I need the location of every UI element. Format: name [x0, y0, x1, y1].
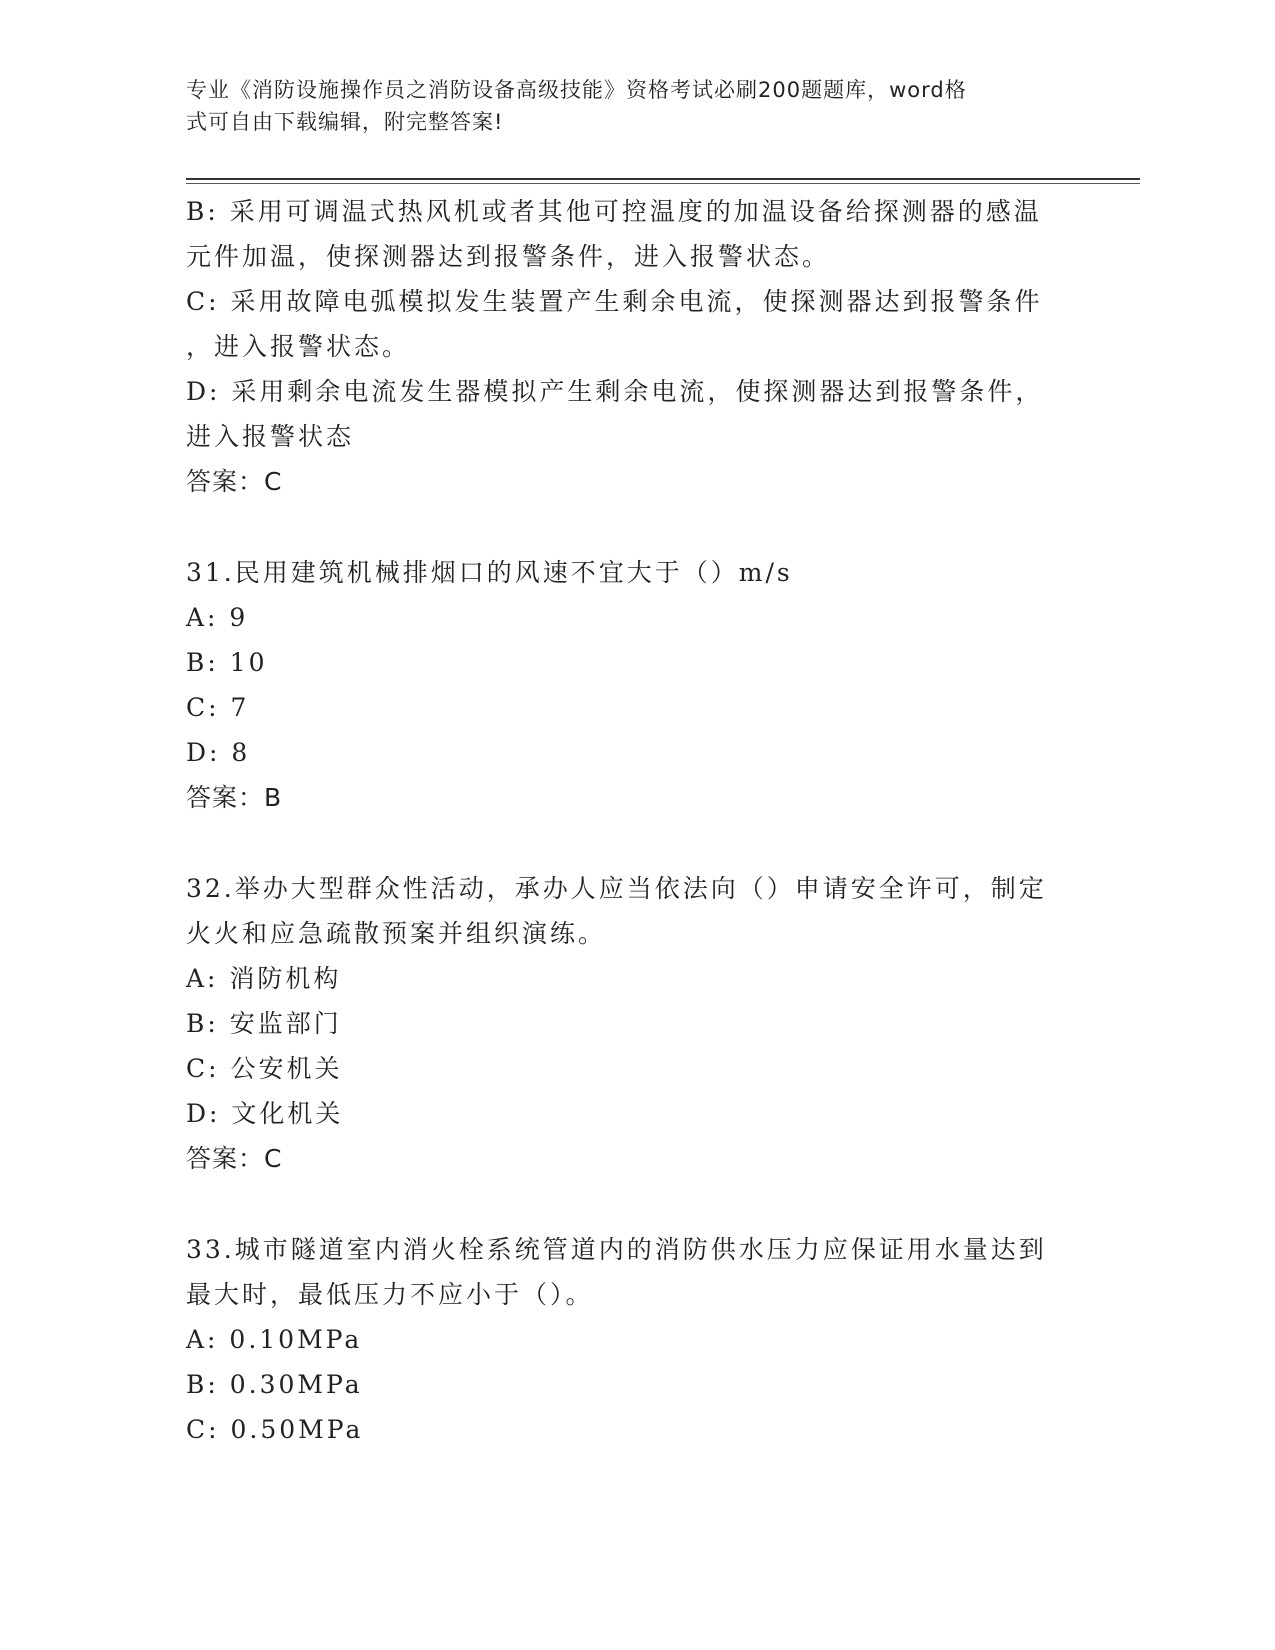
- header-divider-thick: [186, 178, 1140, 180]
- option-c: C: 公安机关: [186, 1054, 343, 1083]
- answer: 答案：C: [186, 1144, 283, 1173]
- question-text-line-1: 33.城市隧道室内消火栓系统管道内的消防供水压力应保证用水量达到: [186, 1235, 1047, 1264]
- option-c-line-1: C: 采用故障电弧模拟发生装置产生剩余电流，使探测器达到报警条件: [186, 287, 1043, 316]
- question-text-line-2: 火火和应急疏散预案并组织演练。: [186, 919, 607, 948]
- spacer: [186, 504, 1086, 550]
- option-d: D: 文化机关: [186, 1099, 344, 1128]
- option-c-line-2: ，进入报警状态。: [186, 332, 411, 361]
- header-divider-thin: [186, 183, 1140, 184]
- answer: 答案：C: [186, 467, 283, 496]
- document-header: [186, 74, 1066, 138]
- option-a: A: 消防机构: [186, 964, 342, 993]
- option-b-line-1: B: 采用可调温式热风机或者其他可控温度的加温设备给探测器的感温: [186, 197, 1042, 226]
- option-b: B: 0.30MPa: [186, 1370, 363, 1399]
- option-d-line-1: D: 采用剩余电流发生器模拟产生剩余电流，使探测器达到报警条件，: [186, 377, 1044, 406]
- question-30-continued: [186, 189, 1086, 504]
- option-d-line-2: 进入报警状态: [186, 422, 355, 451]
- question-33: [186, 1227, 1086, 1452]
- question-32: [186, 866, 1086, 1181]
- option-a: A: 9: [186, 603, 249, 632]
- header-line-1: 专业《消防设施操作员之消防设备高级技能》资格考试必刷200题题库，word格: [186, 78, 967, 102]
- option-b: B: 安监部门: [186, 1009, 342, 1038]
- option-b: B: 10: [186, 648, 268, 677]
- spacer: [186, 1181, 1086, 1227]
- header-line-2: 式可自由下载编辑，附完整答案!: [186, 110, 504, 134]
- question-text: 31.民用建筑机械排烟口的风速不宜大于（）m/s: [186, 558, 793, 587]
- option-c: C: 0.50MPa: [186, 1415, 364, 1444]
- option-b-line-2: 元件加温，使探测器达到报警条件，进入报警状态。: [186, 242, 831, 271]
- spacer: [186, 820, 1086, 866]
- option-d: D: 8: [186, 738, 251, 767]
- answer: 答案：B: [186, 783, 283, 812]
- option-c: C: 7: [186, 693, 250, 722]
- question-31: [186, 550, 1086, 820]
- option-a: A: 0.10MPa: [186, 1325, 363, 1354]
- question-text-line-2: 最大时，最低压力不应小于（）。: [186, 1280, 594, 1309]
- document-body: [186, 189, 1086, 1452]
- question-text-line-1: 32.举办大型群众性活动，承办人应当依法向（）申请安全许可，制定: [186, 874, 1047, 903]
